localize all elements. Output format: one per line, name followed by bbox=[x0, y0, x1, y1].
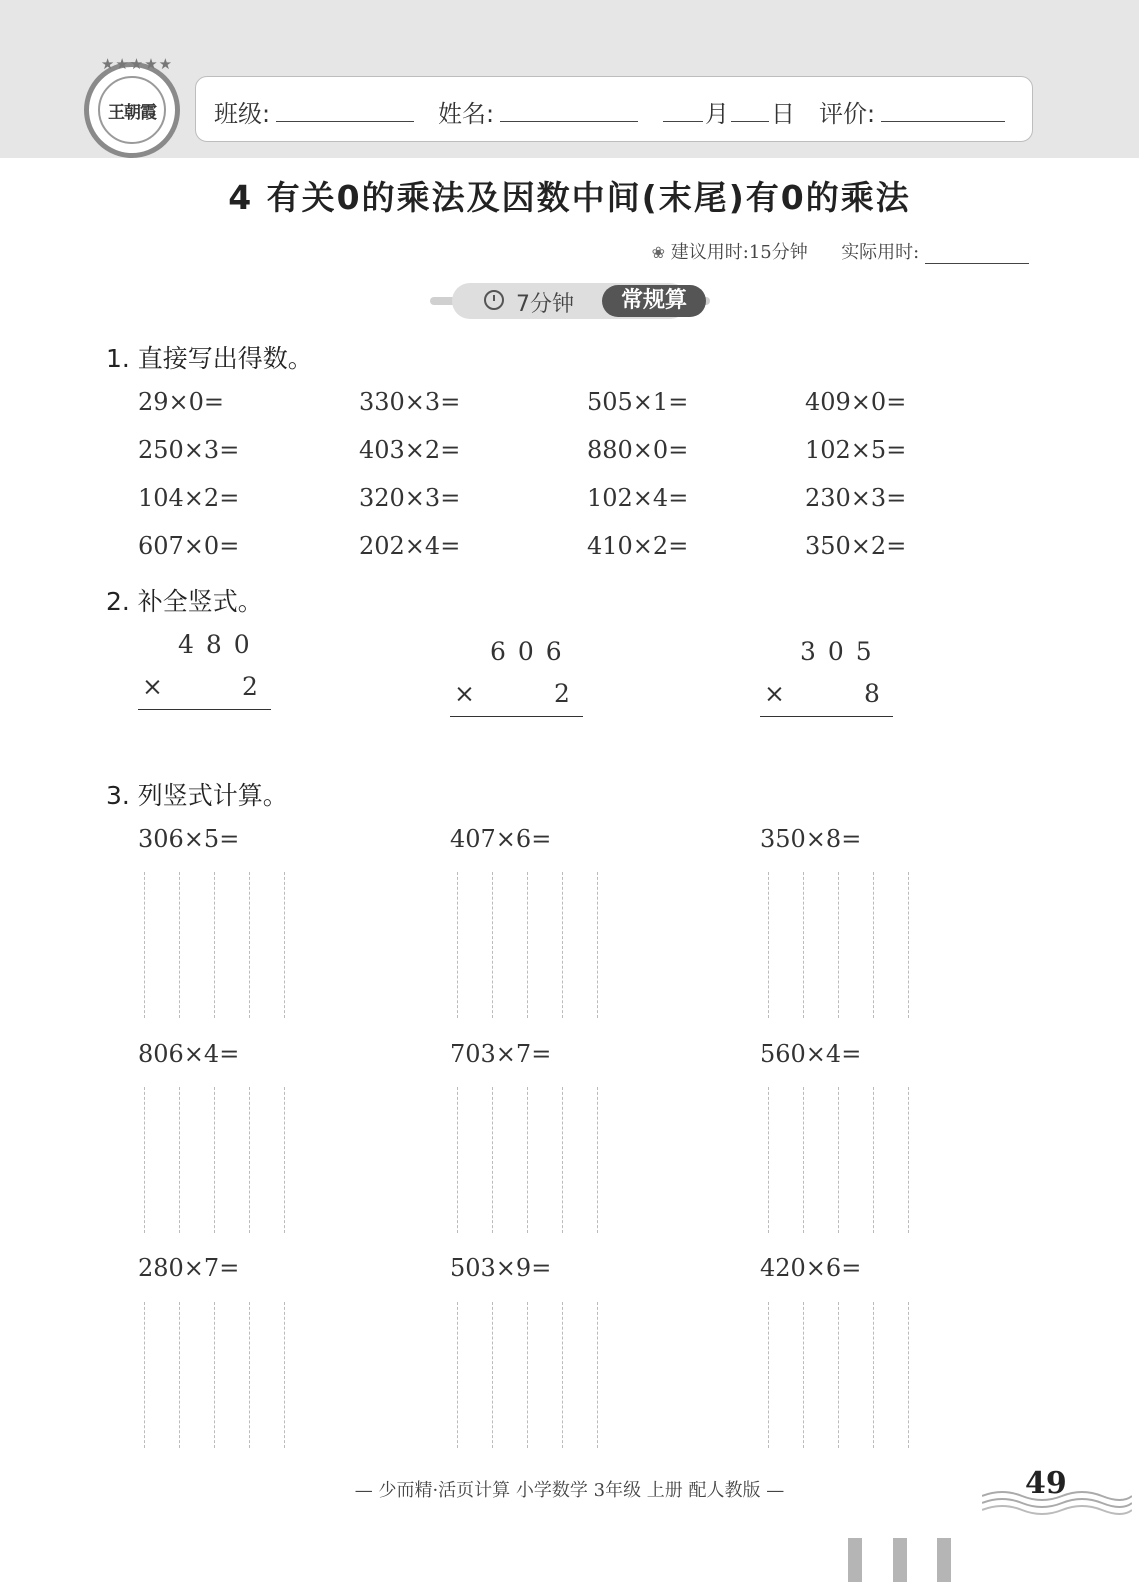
oral-expr: 104×2= bbox=[138, 484, 240, 512]
wave-decoration-icon bbox=[982, 1486, 1132, 1522]
page-number: 49 bbox=[1025, 1466, 1067, 1501]
section-2-heading: 2. 补全竖式。 bbox=[106, 587, 263, 616]
oral-expr: 250×3= bbox=[138, 436, 240, 464]
oral-expr: 409×0= bbox=[805, 388, 907, 416]
oral-expr: 29×0= bbox=[138, 388, 225, 416]
oral-expr: 202×4= bbox=[359, 532, 461, 560]
oral-expr: 320×3= bbox=[359, 484, 461, 512]
vertical-bottom-number: 2 bbox=[242, 672, 270, 701]
badge-pill bbox=[452, 283, 688, 319]
oral-expr: 102×4= bbox=[587, 484, 689, 512]
oral-expr: 410×2= bbox=[587, 532, 689, 560]
class-label: 班级: bbox=[214, 100, 271, 128]
section-3-heading: 3. 列竖式计算。 bbox=[106, 781, 288, 810]
student-info-box bbox=[195, 76, 1033, 142]
logo-text: 王朝霞 bbox=[98, 76, 166, 144]
vertical-top-number: 305 bbox=[800, 637, 884, 666]
oral-expr: 403×2= bbox=[359, 436, 461, 464]
page-tab-mark bbox=[937, 1538, 951, 1582]
actual-time-field[interactable] bbox=[925, 247, 1029, 264]
month-field[interactable] bbox=[663, 121, 703, 122]
footer-text: — 少而精·活页计算 小学数学 3年级 上册 配人教版 — bbox=[354, 1480, 785, 1501]
page-tab-mark bbox=[893, 1538, 907, 1582]
clock-icon bbox=[484, 290, 504, 310]
section-badge bbox=[430, 283, 710, 319]
vertical-calc-expr: 407×6= bbox=[450, 825, 552, 853]
month-label: 月 bbox=[705, 100, 729, 128]
vertical-top-number: 480 bbox=[178, 630, 262, 659]
vertical-calc-expr: 560×4= bbox=[760, 1040, 862, 1068]
medal-icon: ❀ bbox=[651, 243, 666, 262]
badge-time: 7分钟 bbox=[516, 292, 574, 317]
vertical-bottom-number: 8 bbox=[864, 679, 892, 708]
vertical-rule bbox=[760, 716, 893, 717]
vertical-calc-expr: 703×7= bbox=[450, 1040, 552, 1068]
class-field[interactable] bbox=[276, 121, 414, 122]
page-tab-mark bbox=[848, 1538, 862, 1582]
day-field[interactable] bbox=[731, 121, 769, 122]
multiply-sign: × bbox=[454, 679, 487, 708]
vertical-calc-expr: 350×8= bbox=[760, 825, 862, 853]
oral-expr: 102×5= bbox=[805, 436, 907, 464]
vertical-rule bbox=[450, 716, 583, 717]
page-title: 4 有关0的乘法及因数中间(末尾)有0的乘法 bbox=[228, 178, 911, 217]
time-info bbox=[652, 238, 1029, 264]
name-label: 姓名: bbox=[438, 100, 495, 128]
vertical-rule bbox=[138, 709, 271, 710]
name-field[interactable] bbox=[500, 121, 638, 122]
rating-label: 评价: bbox=[819, 100, 876, 128]
vertical-calc-expr: 306×5= bbox=[138, 825, 240, 853]
oral-expr: 330×3= bbox=[359, 388, 461, 416]
oral-expr: 880×0= bbox=[587, 436, 689, 464]
vertical-calc-expr: 806×4= bbox=[138, 1040, 240, 1068]
oral-expr: 350×2= bbox=[805, 532, 907, 560]
badge-label: 常规算 bbox=[602, 285, 706, 317]
vertical-calc-expr: 280×7= bbox=[138, 1254, 240, 1282]
rating-field[interactable] bbox=[881, 121, 1005, 122]
oral-expr: 607×0= bbox=[138, 532, 240, 560]
multiply-sign: × bbox=[764, 679, 797, 708]
oral-expr: 505×1= bbox=[587, 388, 689, 416]
day-label: 日 bbox=[771, 100, 795, 128]
multiply-sign: × bbox=[142, 672, 175, 701]
vertical-top-number: 606 bbox=[490, 637, 574, 666]
oral-expr: 230×3= bbox=[805, 484, 907, 512]
actual-time-label: 实际用时: bbox=[841, 242, 920, 263]
vertical-calc-expr: 420×6= bbox=[760, 1254, 862, 1282]
publisher-logo bbox=[84, 55, 180, 158]
vertical-bottom-number: 2 bbox=[554, 679, 582, 708]
suggested-time: 建议用时:15分钟 bbox=[670, 242, 808, 263]
stars-icon: ★★★★★ bbox=[100, 55, 174, 73]
section-1-heading: 1. 直接写出得数。 bbox=[106, 344, 313, 373]
vertical-calc-expr: 503×9= bbox=[450, 1254, 552, 1282]
